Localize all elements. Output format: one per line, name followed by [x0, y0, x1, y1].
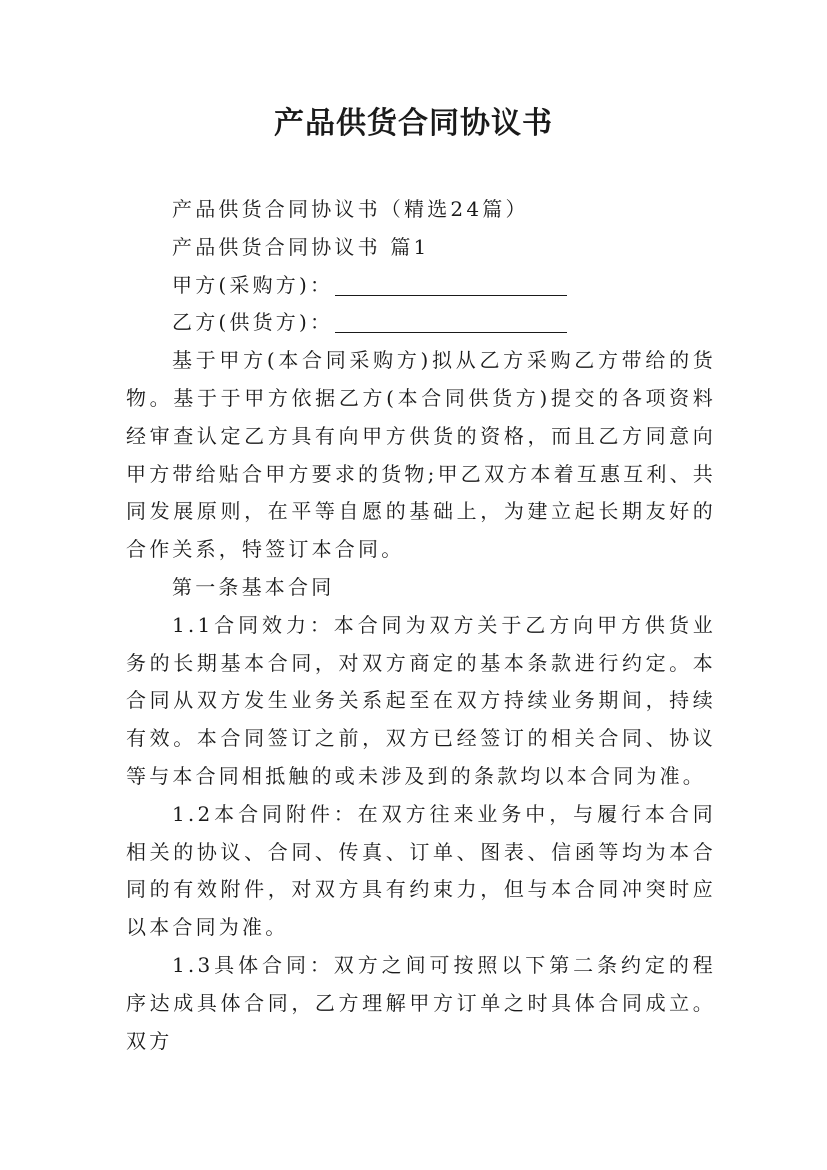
party-b-line — [126, 304, 716, 342]
chapter-heading: 产品供货合同协议书 篇1 — [172, 234, 430, 259]
party-b-label: 乙方(供货方)： — [172, 310, 334, 335]
clause-1-3: 1.3具体合同：双方之间可按照以下第二条约定的程序达成具体合同，乙方理解甲方订单之时具体合同成立。双方 — [126, 952, 716, 1053]
party-a-line — [126, 267, 716, 305]
document-body — [126, 191, 716, 1060]
clause-1-2: 1.2本合同附件：在双方往来业务中，与履行本合同相关的协议、合同、传真、订单、图表、信函等均为本合同的有效附件，对双方具有约束力，但与本合同冲突时应以本合同为准。 — [126, 801, 716, 940]
document-subtitle: 产品供货合同协议书（精选24篇） — [172, 197, 529, 221]
party-b-blank — [335, 306, 567, 333]
clause-1-1: 1.1合同效力：本合同为双方关于乙方向甲方供货业务的长期基本合同，对双方商定的基本条款进行约定。本合同从双方发生业务关系起至在双方持续业务期间，持续有效。本合同签订之前，双方已经签订的相关合同、协议等与本合同相抵触的或未涉及到的条款均以本合同为准。 — [126, 612, 716, 788]
document-title: 产品供货合同协议书 — [274, 106, 553, 141]
party-a-blank — [335, 269, 567, 296]
article-1-heading: 第一条基本合同 — [172, 574, 335, 599]
party-a-label: 甲方(采购方)： — [172, 272, 334, 297]
intro-paragraph: 基于甲方(本合同采购方)拟从乙方采购乙方带给的货物。基于于甲方依据乙方(本合同供货方)提交的各项资料经审查认定乙方具有向甲方供货的资格，而且乙方同意向甲方带给贴合甲方要求的货物;甲乙双方本着互惠互利、共同发展原则，在平等自愿的基础上，为建立起长期友好的合作关系，特签订本合同。 — [126, 348, 716, 562]
